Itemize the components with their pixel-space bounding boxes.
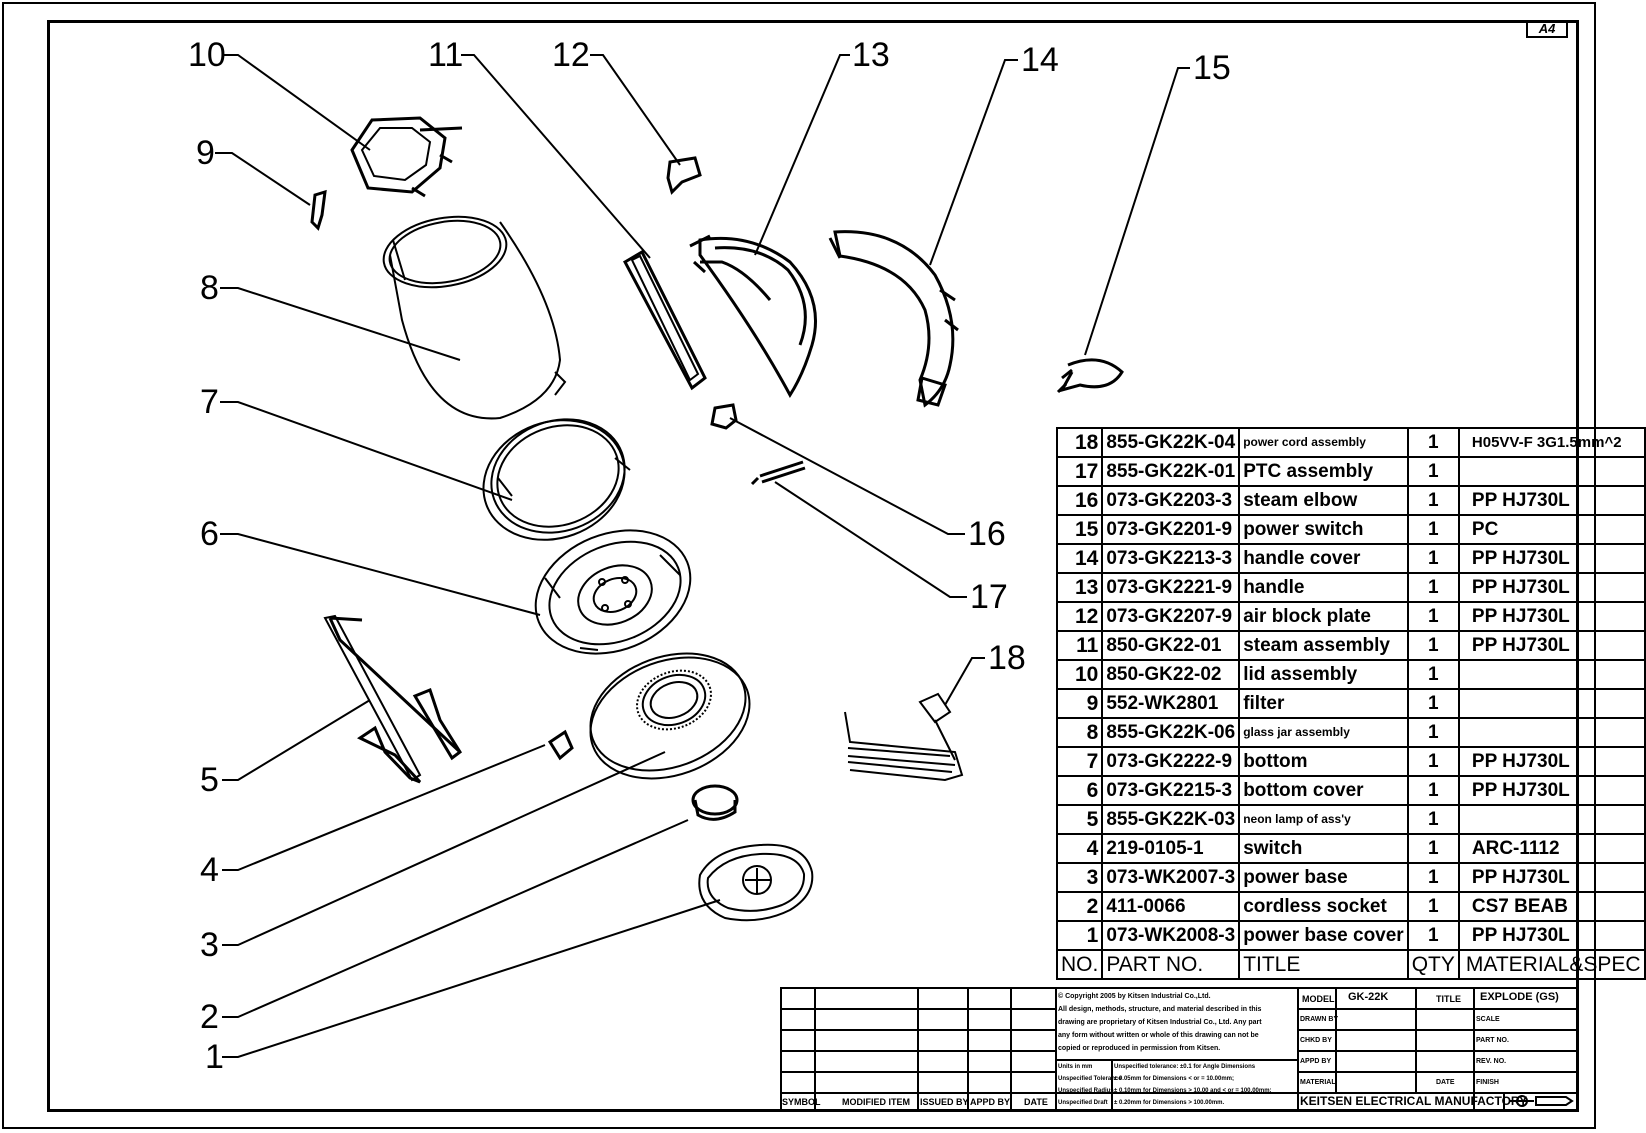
power-base-cover — [699, 845, 812, 921]
tolerance-label: Units in mm — [1058, 1064, 1093, 1070]
bom-cell-title: steam elbow — [1239, 486, 1408, 515]
bom-cell-qty: 1 — [1408, 892, 1459, 921]
tolerance-line: Unspecified tolerance: ±0.1 for Angle Dimensions — [1114, 1064, 1256, 1070]
bom-cell-no: 12 — [1057, 602, 1102, 631]
bom-cell-title: glass jar assembly — [1239, 718, 1408, 747]
bom-cell-title: power switch — [1239, 515, 1408, 544]
bom-cell-part: 411-0066 — [1102, 892, 1239, 921]
bom-cell-title: neon lamp of ass'y — [1239, 805, 1408, 834]
bom-header-part: PART NO. — [1102, 950, 1239, 979]
bom-cell-title: filter — [1239, 689, 1408, 718]
callout-15: 15 — [1193, 49, 1231, 87]
part-no-label: PART NO. — [1476, 1037, 1509, 1044]
bom-cell-qty: 1 — [1408, 515, 1459, 544]
bom-cell-qty: 1 — [1408, 689, 1459, 718]
bom-cell-no: 11 — [1057, 631, 1102, 660]
bom-cell-title: power cord assembly — [1239, 428, 1408, 457]
bom-cell-material: PP HJ730L — [1459, 486, 1645, 515]
bom-cell-qty: 1 — [1408, 718, 1459, 747]
glass-jar — [378, 208, 565, 419]
bom-cell-qty: 1 — [1408, 863, 1459, 892]
callout-11: 11 — [428, 36, 464, 74]
bom-cell-material: PP HJ730L — [1459, 747, 1645, 776]
bom-cell-no: 10 — [1057, 660, 1102, 689]
bom-cell-material — [1459, 718, 1645, 747]
bom-cell-no: 16 — [1057, 486, 1102, 515]
drawn-by-label: DRAWN BY — [1300, 1016, 1339, 1023]
bom-cell-material: ARC-1112 — [1459, 834, 1645, 863]
bom-cell-qty: 1 — [1408, 747, 1459, 776]
bom-cell-part: 855-GK22K-03 — [1102, 805, 1239, 834]
bom-cell-qty: 1 — [1408, 573, 1459, 602]
bom-cell-no: 1 — [1057, 921, 1102, 950]
bom-cell-material — [1459, 457, 1645, 486]
callout-6: 6 — [200, 515, 219, 553]
date-label: DATE — [1436, 1079, 1455, 1086]
bom-row — [1057, 834, 1645, 863]
steam-assembly — [625, 252, 705, 388]
callout-3: 3 — [200, 926, 219, 964]
bom-cell-material: PP HJ730L — [1459, 776, 1645, 805]
bom-cell-title: bottom cover — [1239, 776, 1408, 805]
bom-cell-material: PP HJ730L — [1459, 602, 1645, 631]
bom-cell-no: 2 — [1057, 892, 1102, 921]
bom-cell-title: handle cover — [1239, 544, 1408, 573]
bom-cell-qty: 1 — [1408, 660, 1459, 689]
bom-cell-material: PP HJ730L — [1459, 631, 1645, 660]
bom-cell-no: 4 — [1057, 834, 1102, 863]
bom-cell-title: PTC assembly — [1239, 457, 1408, 486]
bom-row — [1057, 660, 1645, 689]
bom-cell-qty: 1 — [1408, 805, 1459, 834]
bom-header-no: NO. — [1057, 950, 1102, 979]
bom-row — [1057, 428, 1645, 457]
bom-row — [1057, 892, 1645, 921]
copyright-line: © Copyright 2005 by Kitsen Industrial Co.,Ltd. — [1058, 993, 1211, 1000]
company-name: KEITSEN ELECTRICAL MANUFACTORY — [1300, 1094, 1528, 1108]
bom-cell-material — [1459, 805, 1645, 834]
tolerance-line: ± 0.05mm for Dimensions < or = 10.00mm; — [1114, 1076, 1235, 1082]
callout-10: 10 — [188, 36, 226, 74]
bom-header-title: TITLE — [1239, 950, 1408, 979]
bom-cell-qty: 1 — [1408, 631, 1459, 660]
bom-cell-no: 14 — [1057, 544, 1102, 573]
callout-2: 2 — [200, 998, 219, 1036]
tolerance-label: Unspecified Tolerance — [1058, 1076, 1122, 1082]
bom-cell-part: 855-GK22K-06 — [1102, 718, 1239, 747]
callout-16: 16 — [968, 515, 1006, 553]
bom-cell-material: PC — [1459, 515, 1645, 544]
callout-1: 1 — [205, 1038, 224, 1076]
lid-assembly — [352, 118, 462, 196]
power-base — [573, 633, 766, 800]
callout-9: 9 — [196, 134, 215, 172]
bom-cell-title: lid assembly — [1239, 660, 1408, 689]
tolerance-line: ± 0.20mm for Dimensions > 100.00mm. — [1114, 1100, 1225, 1106]
handle-cover — [830, 232, 958, 405]
bottom-ring — [467, 401, 642, 559]
model-value: GK-22K — [1348, 991, 1389, 1003]
filter — [312, 192, 325, 228]
bom-cell-material — [1459, 689, 1645, 718]
bom-row — [1057, 776, 1645, 805]
bom-cell-qty: 1 — [1408, 428, 1459, 457]
bom-row — [1057, 631, 1645, 660]
bom-row — [1057, 544, 1645, 573]
rev-no-label: REV. NO. — [1476, 1058, 1507, 1065]
callout-13: 13 — [852, 36, 890, 74]
switch — [550, 732, 572, 758]
copyright-line: drawing are proprietary of Kitsen Industrial Co., Ltd. Any part — [1058, 1019, 1262, 1026]
scale-label: SCALE — [1476, 1016, 1500, 1023]
tolerance-label: Unspecified Draft — [1058, 1100, 1108, 1106]
copyright-notice — [1058, 990, 1296, 1058]
bom-cell-part: 073-GK2221-9 — [1102, 573, 1239, 602]
bom-cell-title: cordless socket — [1239, 892, 1408, 921]
bom-cell-part: 850-GK22-01 — [1102, 631, 1239, 660]
ptc-assembly — [752, 462, 805, 484]
model-label: MODEL — [1302, 994, 1335, 1004]
bom-cell-part: 073-GK2215-3 — [1102, 776, 1239, 805]
approved-by-label: APPD BY — [1300, 1058, 1332, 1065]
bom-cell-qty: 1 — [1408, 834, 1459, 863]
bom-cell-part: 855-GK22K-01 — [1102, 457, 1239, 486]
bom-cell-no: 3 — [1057, 863, 1102, 892]
bom-cell-part: 855-GK22K-04 — [1102, 428, 1239, 457]
tolerance-detail — [1114, 1061, 1297, 1110]
bom-header-qty: QTY — [1408, 950, 1459, 979]
callout-18: 18 — [988, 639, 1026, 677]
bom-cell-part: 073-GK2222-9 — [1102, 747, 1239, 776]
bom-cell-qty: 1 — [1408, 921, 1459, 950]
callout-17: 17 — [970, 578, 1008, 616]
bom-cell-qty: 1 — [1408, 457, 1459, 486]
bom-cell-title: switch — [1239, 834, 1408, 863]
checked-by-label: CHKD BY — [1300, 1037, 1332, 1044]
bom-cell-qty: 1 — [1408, 776, 1459, 805]
callout-7: 7 — [200, 383, 219, 421]
bom-cell-part: 073-GK2207-9 — [1102, 602, 1239, 631]
steam-elbow — [712, 405, 736, 428]
rev-date-header: DATE — [1024, 1097, 1048, 1107]
callout-14: 14 — [1021, 41, 1059, 79]
bom-row — [1057, 515, 1645, 544]
bom-cell-no: 15 — [1057, 515, 1102, 544]
handle — [690, 236, 816, 395]
bom-cell-title: power base cover — [1239, 921, 1408, 950]
material-label: MATERIAL — [1300, 1079, 1336, 1086]
bom-row — [1057, 457, 1645, 486]
rev-appd-header: APPD BY — [970, 1097, 1011, 1107]
bom-cell-part: 073-WK2007-3 — [1102, 863, 1239, 892]
bom-cell-no: 8 — [1057, 718, 1102, 747]
callout-12: 12 — [552, 36, 590, 74]
bom-cell-qty: 1 — [1408, 544, 1459, 573]
bom-cell-material: PP HJ730L — [1459, 921, 1645, 950]
bom-cell-title: handle — [1239, 573, 1408, 602]
leader-lines — [215, 55, 1190, 1057]
copyright-line: All design, methods, structure, and material described in this — [1058, 1006, 1262, 1013]
callout-8: 8 — [200, 269, 219, 307]
bom-cell-qty: 1 — [1408, 486, 1459, 515]
rev-modified-header: MODIFIED ITEM — [842, 1097, 910, 1107]
bom-cell-title: bottom — [1239, 747, 1408, 776]
rev-issued-header: ISSUED BY — [920, 1097, 969, 1107]
bom-cell-material — [1459, 660, 1645, 689]
bom-row — [1057, 805, 1645, 834]
title-value: EXPLODE (GS) — [1480, 991, 1559, 1003]
bom-cell-material: PP HJ730L — [1459, 544, 1645, 573]
bom-cell-part: 850-GK22-02 — [1102, 660, 1239, 689]
bom-row — [1057, 863, 1645, 892]
bom-cell-no: 5 — [1057, 805, 1102, 834]
copyright-line: any form without written or whole of this drawing can not be — [1058, 1032, 1259, 1039]
finish-label: FINISH — [1476, 1079, 1499, 1086]
bom-row — [1057, 689, 1645, 718]
rev-symbol-header: SYMBOL — [782, 1097, 821, 1107]
bom-cell-no: 17 — [1057, 457, 1102, 486]
bom-row — [1057, 718, 1645, 747]
copyright-line: copied or reproduced in permission from Kitsen. — [1058, 1045, 1221, 1052]
bom-cell-no: 13 — [1057, 573, 1102, 602]
bom-cell-qty: 1 — [1408, 602, 1459, 631]
bom-row — [1057, 921, 1645, 950]
bom-cell-title: air block plate — [1239, 602, 1408, 631]
bom-cell-part: 219-0105-1 — [1102, 834, 1239, 863]
air-block-plate — [668, 158, 700, 192]
bom-row — [1057, 573, 1645, 602]
bom-cell-part: 073-GK2201-9 — [1102, 515, 1239, 544]
tolerance-labels — [1058, 1061, 1122, 1110]
bom-cell-no: 6 — [1057, 776, 1102, 805]
power-switch — [1058, 360, 1122, 392]
bom-cell-material: PP HJ730L — [1459, 573, 1645, 602]
tolerance-label: Unspecified Radius — [1058, 1088, 1114, 1094]
bom-cell-part: 552-WK2801 — [1102, 689, 1239, 718]
bom-header-row — [1057, 950, 1645, 979]
callout-5: 5 — [200, 761, 219, 799]
power-cord — [845, 694, 962, 780]
title-label: TITLE — [1436, 994, 1461, 1004]
callout-4: 4 — [200, 851, 219, 889]
bom-row — [1057, 747, 1645, 776]
bom-cell-part: 073-WK2008-3 — [1102, 921, 1239, 950]
bom-cell-part: 073-GK2203-3 — [1102, 486, 1239, 515]
tolerance-line: ± 0.10mm for Dimensions > 10.00 and < or = 100.00mm; — [1114, 1088, 1272, 1094]
neon-lamp — [325, 616, 460, 782]
cordless-socket — [693, 786, 737, 819]
bom-cell-material: PP HJ730L — [1459, 863, 1645, 892]
bom-cell-part: 073-GK2213-3 — [1102, 544, 1239, 573]
bom-cell-title: power base — [1239, 863, 1408, 892]
bom-row — [1057, 602, 1645, 631]
bom-cell-material: H05VV-F 3G1.5mm^2 — [1459, 428, 1645, 457]
bom-cell-title: steam assembly — [1239, 631, 1408, 660]
bom-cell-no: 7 — [1057, 747, 1102, 776]
bom-header-material: MATERIAL&SPEC — [1459, 950, 1645, 979]
bom-cell-no: 18 — [1057, 428, 1102, 457]
bom-cell-material: CS7 BEAB — [1459, 892, 1645, 921]
bill-of-materials — [1056, 427, 1646, 980]
sheet-size-mark: A4 — [1526, 20, 1568, 38]
bom-cell-no: 9 — [1057, 689, 1102, 718]
bom-row — [1057, 486, 1645, 515]
